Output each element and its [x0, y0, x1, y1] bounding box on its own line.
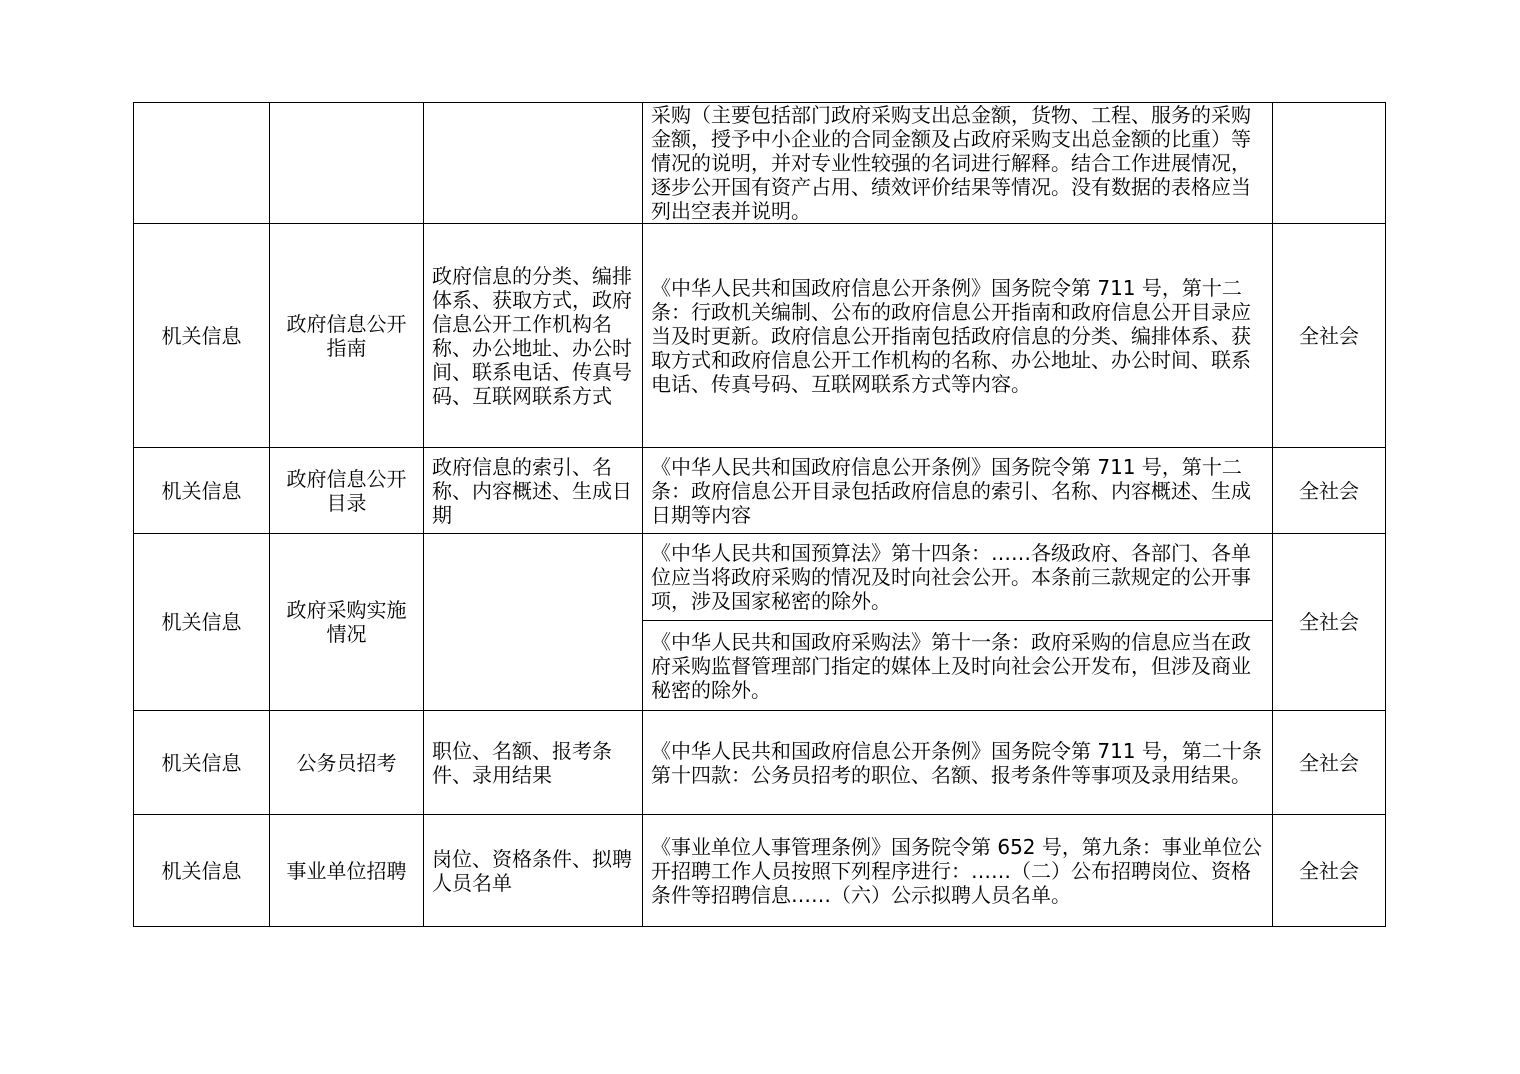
content-cell: 职位、名额、报考条件、录用结果 — [424, 711, 643, 815]
basis-cell: 《中华人民共和国政府采购法》第十一条：政府采购的信息应当在政府采购监督管理部门指定的媒体上及时向社会公开发布，但涉及商业秘密的除外。 — [643, 621, 1273, 711]
basis-cell: 《中华人民共和国政府信息公开条例》国务院令第 711 号，第十二条：政府信息公开目录包括政府信息的索引、名称、内容概述、生成日期等内容 — [643, 448, 1273, 534]
category-cell — [134, 103, 270, 224]
category-cell: 机关信息 — [134, 534, 270, 711]
table-row — [134, 534, 1386, 621]
item-cell: 政府采购实施情况 — [270, 534, 424, 711]
scope-cell — [1273, 103, 1386, 224]
content-cell: 政府信息的分类、编排体系、获取方式，政府信息公开工作机构名称、办公地址、办公时间、联系电话、传真号码、互联网联系方式 — [424, 224, 643, 448]
content-cell: 政府信息的索引、名称、内容概述、生成日期 — [424, 448, 643, 534]
content-cell — [424, 103, 643, 224]
item-cell: 政府信息公开目录 — [270, 448, 424, 534]
table-row — [134, 224, 1386, 448]
disclosure-table — [133, 102, 1386, 927]
basis-cell: 采购（主要包括部门政府采购支出总金额，货物、工程、服务的采购金额，授予中小企业的合同金额及占政府采购支出总金额的比重）等情况的说明，并对专业性较强的名词进行解释。结合工作进展情况，逐步公开国有资产占用、绩效评价结果等情况。没有数据的表格应当列出空表并说明。 — [643, 103, 1273, 224]
basis-cell: 《中华人民共和国预算法》第十四条：……各级政府、各部门、各单位应当将政府采购的情况及时向社会公开。本条前三款规定的公开事项，涉及国家秘密的除外。 — [643, 534, 1273, 621]
basis-cell: 《事业单位人事管理条例》国务院令第 652 号，第九条：事业单位公开招聘工作人员按照下列程序进行：……（二）公布招聘岗位、资格条件等招聘信息……（六）公示拟聘人员名单。 — [643, 815, 1273, 927]
category-cell: 机关信息 — [134, 711, 270, 815]
scope-cell: 全社会 — [1273, 224, 1386, 448]
scope-cell: 全社会 — [1273, 711, 1386, 815]
basis-cell: 《中华人民共和国政府信息公开条例》国务院令第 711 号，第十二条：行政机关编制、公布的政府信息公开指南和政府信息公开目录应当及时更新。政府信息公开指南包括政府信息的分类、编排体系、获取方式和政府信息公开工作机构的名称、办公地址、办公时间、联系电话、传真号码、互联网联系方式等内容。 — [643, 224, 1273, 448]
category-cell: 机关信息 — [134, 224, 270, 448]
table-row — [134, 815, 1386, 927]
category-cell: 机关信息 — [134, 815, 270, 927]
category-cell: 机关信息 — [134, 448, 270, 534]
scope-cell: 全社会 — [1273, 448, 1386, 534]
scope-cell: 全社会 — [1273, 815, 1386, 927]
item-cell — [270, 103, 424, 224]
content-cell: 岗位、资格条件、拟聘人员名单 — [424, 815, 643, 927]
table-row — [134, 711, 1386, 815]
item-cell: 政府信息公开指南 — [270, 224, 424, 448]
table-row — [134, 103, 1386, 224]
item-cell: 公务员招考 — [270, 711, 424, 815]
basis-cell: 《中华人民共和国政府信息公开条例》国务院令第 711 号，第二十条第十四款：公务员招考的职位、名额、报考条件等事项及录用结果。 — [643, 711, 1273, 815]
content-cell — [424, 534, 643, 711]
item-cell: 事业单位招聘 — [270, 815, 424, 927]
table-row — [134, 448, 1386, 534]
scope-cell: 全社会 — [1273, 534, 1386, 711]
